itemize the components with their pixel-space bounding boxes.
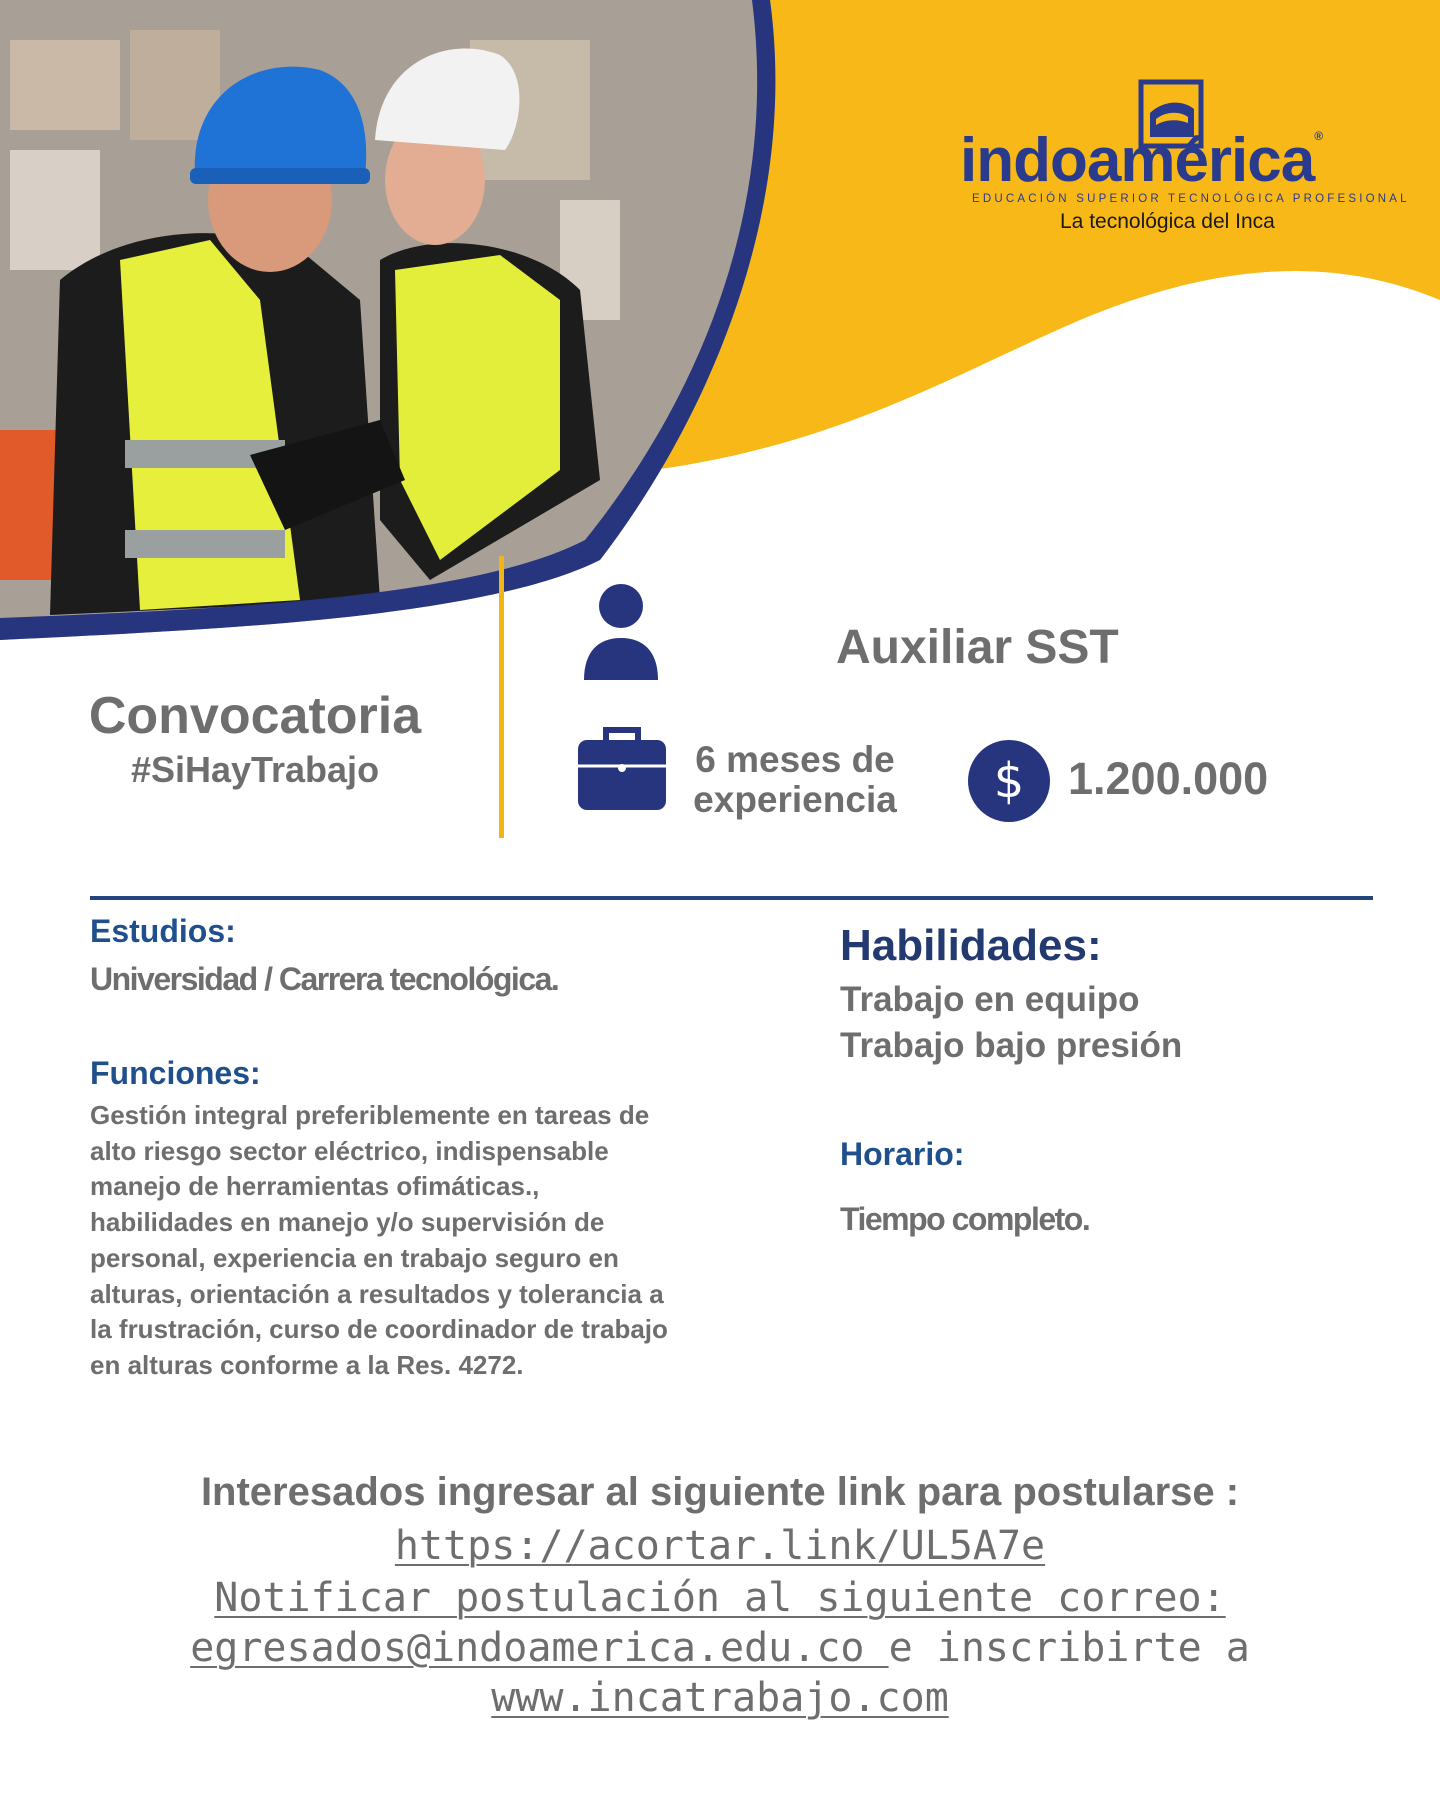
habilidades-list <box>840 977 1360 1069</box>
email-link[interactable]: egresados@indoamerica.edu.co <box>190 1625 889 1671</box>
funciones-heading: Funciones: <box>90 1055 261 1091</box>
apply-link[interactable]: https://acortar.link/UL5A7e <box>394 1523 1046 1569</box>
dollar-icon: $ <box>968 740 1050 822</box>
cta-intro: Interesados ingresar al siguiente link para postularse : <box>200 1470 1240 1514</box>
habilidades-heading: Habilidades: <box>840 921 1102 970</box>
briefcase-icon <box>576 720 668 812</box>
list-item: Trabajo en equipo <box>840 980 1140 1019</box>
brand-name: indoamérica® <box>960 126 1323 195</box>
horizontal-divider <box>90 896 1373 900</box>
hashtag: #SiHayTrabajo <box>130 749 380 790</box>
estudios-value: Universidad / Carrera tecnológica. <box>90 961 559 997</box>
person-icon <box>582 582 660 680</box>
horario-heading: Horario: <box>840 1136 965 1172</box>
page-title: Convocatoria <box>88 687 422 745</box>
funciones-value: Gestión integral preferiblemente en tareas de alto riesgo sector eléctrico, indispensable manejo de herramientas ofimáticas., habilidades en manejo y/o supervisión de personal, experiencia en trabajo seguro en alturas, orientación a resultados y tolerancia a la frustración, curso de coordinador de trabajo en alturas conforme a la Res. 4272. <box>90 1100 668 1380</box>
list-item: Trabajo bajo presión <box>840 1026 1183 1065</box>
vertical-divider <box>499 556 504 838</box>
website-link[interactable]: www.incatrabajo.com <box>491 1675 949 1721</box>
experience-label: 6 meses de experiencia <box>693 739 897 820</box>
salary-amount: 1.200.000 <box>1068 753 1269 804</box>
estudios-heading: Estudios: <box>90 913 236 949</box>
email-suffix: e inscribirte a <box>888 1625 1250 1671</box>
horario-value: Tiempo completo. <box>840 1201 1090 1237</box>
brand-subtitle: EDUCACIÓN SUPERIOR TECNOLÓGICA PROFESIONAL <box>972 193 1410 205</box>
job-title: Auxiliar SST <box>836 621 1119 674</box>
brand-tagline: La tecnológica del Inca <box>1060 210 1275 233</box>
workers-photo <box>0 0 775 640</box>
notify-text: Notificar postulación al siguiente correo: <box>214 1575 1226 1621</box>
